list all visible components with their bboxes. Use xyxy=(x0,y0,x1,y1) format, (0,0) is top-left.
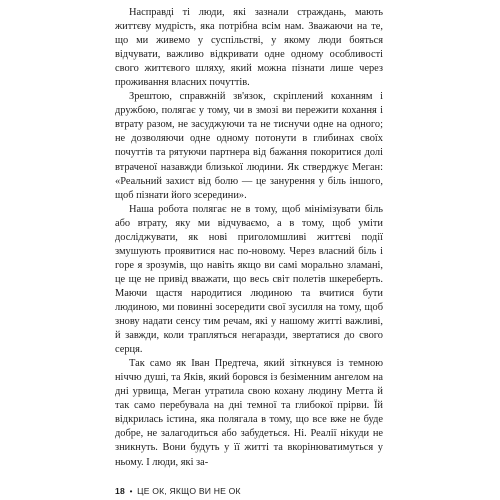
paragraph-1: Насправді ті люди, які зазнали страждань, мають життєву мудрість, яка потрібна всім нам. Зважаючи на те, що ми живемо у суспільстві, у якому люди бояться відчувати, важливо відкривати одне одному особливості свого життєвого шляху, який можна пізнати лише через проживання власних почуттів. xyxy=(115,7,383,89)
page-footer xyxy=(115,486,241,496)
paragraph-4: Так само як Іван Предтеча, який зіткнувся із темною ніччю душі, та Яків, який боровся із безіменним ангелом на дні урвища, Меган утратила свою кохану людину Метта й так само перебувала на дні темної та глибокої прірви. Їй відкрилась істина, яка полягала в тому, що все вже не буде добре, не залагодиться або забудеться. Ні. Реалії нікуди не зникнуть. Вони будуть у її житті та вкорінюватимуться у ньому. І люди, які за- xyxy=(115,358,383,468)
running-title: ЦЕ ОК, ЯКЩО ВИ НЕ ОК xyxy=(137,486,241,496)
page-number: 18 xyxy=(115,486,125,496)
paragraph-2: Зрештою, справжній зв'язок, скріплений коханням і дружбою, полягає у тому, чи в змозі ви пережити кохання і втрату разом, не засуджуючи та не тиснучи одне на одного; не дозволяючи одне одному потонути в глибинах своїх почуттів та рятуючи партнера від бажання покоритися долі втраченої назавжди близької людини. Як стверджує Меган: «Реальний захист від болю — це занурення у біль іншого, щоб пізнати його зсередини». xyxy=(115,91,383,201)
body-text xyxy=(115,6,383,470)
paragraph-3: Наша робота полягає не в тому, щоб мінімізувати біль або втрату, яку ми відчуваємо, а в тому, щоб уміти досліджувати, як нові приголомшливі життєві події змушують проявитися нас по-новому. Через власний біль і горе я зрозумів, що навіть якщо ви самі морально зламані, це ще не привід вважати, що весь світ полетів шкереберть. Маючи щастя народитися людиною та вчитися бути людиною, ми повинні зосередити свої зусилля на тому, щоб знову надати сенсу тим речам, які у нашому житті важливі, й завжди, коли трапляться негаразди, звертатися до свого серця. xyxy=(115,203,383,356)
separator-dot: • xyxy=(129,487,133,496)
